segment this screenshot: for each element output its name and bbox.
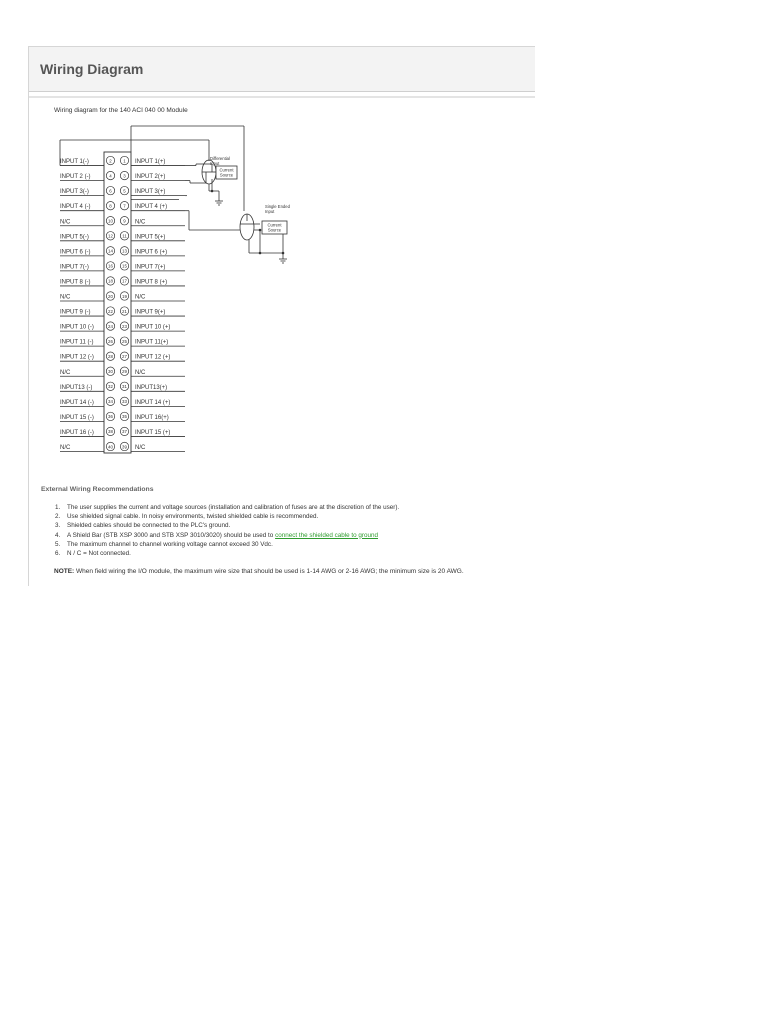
pin-number: 27 [122, 353, 127, 359]
junction-dot [282, 252, 285, 255]
pin-number: 10 [108, 218, 113, 224]
current-source-label: Source [219, 172, 234, 178]
pin-number: 15 [122, 263, 127, 269]
pin-number: 30 [108, 369, 113, 375]
right-terminal-label: INPUT 1(+) [135, 159, 166, 166]
right-terminal-label: INPUT 6 (+) [135, 249, 168, 256]
shield-ground-link[interactable]: connect the shielded cable to ground [275, 531, 378, 539]
list-item: 4. A Shield Bar (STB XSP 3000 and STB XSP 3010/3020) should be used to connect the shielded cable to ground [55, 531, 378, 539]
right-terminal-label: INPUT 8 (+) [135, 279, 168, 286]
pin-number: 17 [122, 278, 127, 284]
pin-number: 4 [109, 173, 112, 179]
pin-number: 1 [123, 158, 126, 164]
left-terminal-label: INPUT 9 (-) [60, 309, 91, 316]
recommendations-list [55, 503, 399, 558]
terminal-block [104, 152, 131, 453]
left-terminal-label: INPUT 1(-) [60, 159, 89, 166]
pin-number: 2 [109, 158, 112, 164]
list-item: 3. Shielded cables should be connected to the PLC's ground. [55, 522, 231, 530]
current-source-label: Current [219, 167, 234, 173]
left-terminal-label: INPUT 6 (-) [60, 249, 91, 256]
pin-number: 40 [108, 444, 113, 450]
right-terminal-label: INPUT 5(+) [135, 234, 166, 241]
pin-number: 34 [108, 399, 113, 405]
list-item: 2. Use shielded signal cable. In noisy environments, twisted shielded cable is recommended. [55, 513, 319, 521]
left-terminal-label: INPUT 3(-) [60, 189, 89, 196]
note-text: NOTE: When field wiring the I/O module, the maximum wire size that should be used is 1-14 AWG or 2-16 AWG; the minimum size is 20 AWG. [54, 568, 464, 575]
pin-number: 11 [122, 233, 127, 239]
right-terminal-label: INPUT 7(+) [135, 264, 166, 271]
list-item: 1. The user supplies the current and voltage sources (installation and calibration of fuses are at the discretion of the user). [55, 504, 400, 511]
right-terminal-label: INPUT 12 (+) [135, 354, 171, 361]
right-terminal-label: INPUT 16(+) [135, 414, 169, 421]
junction-dot [259, 252, 262, 255]
left-terminal-label: INPUT 11 (-) [60, 339, 94, 346]
left-terminal-label: INPUT 2 (-) [60, 174, 91, 181]
left-terminal-label: N/C [60, 294, 71, 301]
pin-number: 7 [123, 203, 126, 209]
right-terminal-label: INPUT 3(+) [135, 189, 166, 196]
left-terminal-label: N/C [60, 369, 71, 376]
single-ended-input-label: Single Ended [265, 204, 290, 209]
pin-number: 33 [122, 399, 127, 405]
right-terminal-label: INPUT 9(+) [135, 309, 166, 316]
differential-input-label: Input [210, 161, 220, 166]
pin-number: 28 [108, 353, 113, 359]
left-terminal-label: INPUT 5(-) [60, 234, 89, 241]
pin-number: 21 [122, 308, 127, 314]
current-source-label: Current [267, 222, 282, 228]
left-terminal-label: INPUT 12 (-) [60, 354, 94, 361]
left-terminal-label: INPUT13 (-) [60, 384, 93, 391]
page-title: Wiring Diagram [40, 61, 144, 77]
single-ended-input-label: Input [265, 209, 275, 214]
right-terminal-label: INPUT 14 (+) [135, 399, 171, 406]
pin-number: 26 [108, 338, 113, 344]
right-terminal-label: N/C [135, 294, 146, 301]
pin-number: 19 [122, 293, 127, 299]
pin-number: 25 [122, 338, 127, 344]
pin-number: 8 [109, 203, 112, 209]
wiring-diagram [29, 46, 535, 476]
recommendations-title: External Wiring Recommendations [41, 486, 154, 493]
pin-number: 14 [108, 248, 113, 254]
left-terminal-label: INPUT 8 (-) [60, 279, 91, 286]
pin-number: 6 [109, 188, 112, 194]
pin-number: 9 [123, 218, 126, 224]
pin-number: 35 [122, 414, 127, 420]
right-terminal-label: INPUT13(+) [135, 384, 168, 391]
right-terminal-label: N/C [135, 219, 146, 226]
pin-number: 18 [108, 278, 113, 284]
right-terminal-label: INPUT 4 (+) [135, 204, 168, 211]
list-item: 5. The maximum channel to channel working voltage cannot exceed 30 Vdc. [55, 540, 273, 548]
right-terminal-label: INPUT 15 (+) [135, 429, 171, 436]
pin-number: 3 [123, 173, 126, 179]
current-source-label: Source [267, 227, 282, 233]
right-terminal-label: N/C [135, 445, 146, 451]
pin-number: 31 [122, 384, 127, 390]
pin-number: 12 [108, 233, 113, 239]
junction-dot [211, 190, 214, 193]
pin-number: 37 [122, 429, 127, 435]
pin-number: 36 [108, 414, 113, 420]
left-terminal-label: INPUT 4 (-) [60, 204, 91, 211]
right-terminal-label: INPUT 10 (+) [135, 324, 171, 331]
junction-dot [259, 229, 262, 232]
wiring-diagram-panel [28, 46, 535, 586]
pin-number: 16 [108, 263, 113, 269]
pin-number: 23 [122, 323, 127, 329]
left-terminal-label: INPUT 14 (-) [60, 399, 94, 406]
left-terminal-label: INPUT 7(-) [60, 264, 89, 271]
pin-number: 39 [122, 444, 127, 450]
left-terminal-label: INPUT 10 (-) [60, 324, 94, 331]
right-terminal-label: N/C [135, 369, 146, 376]
left-terminal-label: INPUT 16 (-) [60, 429, 94, 436]
right-terminal-label: INPUT 11(+) [135, 339, 169, 346]
pin-number: 20 [108, 293, 113, 299]
pin-number: 29 [122, 369, 127, 375]
pin-number: 13 [122, 248, 127, 254]
differential-input-label: Differential [210, 156, 230, 161]
pin-number: 5 [123, 188, 126, 194]
intro-text: Wiring diagram for the 140 ACI 040 00 Module [54, 107, 188, 114]
pin-number: 32 [108, 384, 113, 390]
left-terminal-label: N/C [60, 219, 71, 226]
pin-number: 24 [108, 323, 113, 329]
left-terminal-label: INPUT 15 (-) [60, 414, 94, 421]
pin-number: 38 [108, 429, 113, 435]
right-terminal-label: INPUT 2(+) [135, 174, 166, 181]
list-item: 6. N / C = Not connected. [55, 549, 131, 557]
pin-number: 22 [108, 308, 113, 314]
left-terminal-label: N/C [60, 445, 71, 451]
